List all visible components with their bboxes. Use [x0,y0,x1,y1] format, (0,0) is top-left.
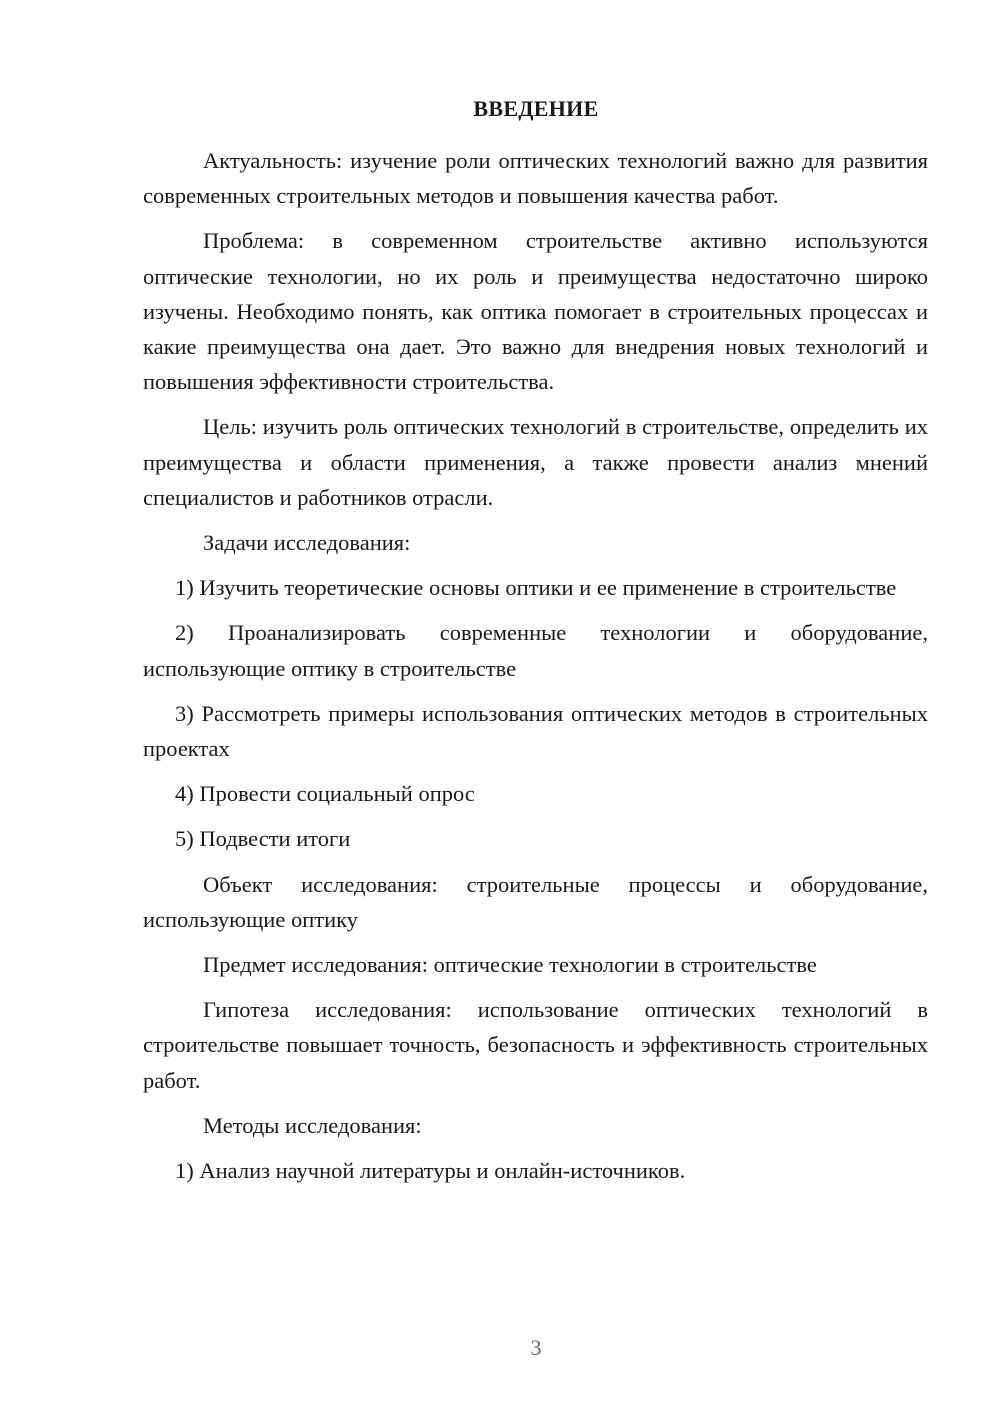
methods-title: Методы исследования: [203,1112,422,1138]
task-item: 3) Рассмотреть примеры использования оптических методов в строительных проектах [143,700,928,762]
goal-paragraph: Цель: изучить роль оптических технологий в строительстве, определить их преимущества и области применения, а также провести анализ мнений специалистов и работников отрасли. [143,414,928,510]
hypothesis-paragraph: Гипотеза исследования: использование оптических технологий в строительстве повышает точность, безопасность и эффективность строительных работ. [143,997,928,1093]
task-item: 4) Провести социальный опрос [175,781,475,807]
object-paragraph: Объект исследования: строительные процессы и оборудование, использующие оптику [143,871,928,932]
subject-paragraph: Предмет исследования: оптические технологии в строительстве [203,952,817,978]
relevance-paragraph: Актуальность: изучение роли оптических технологий важно для развития современных строительных методов и повышения качества работ. [143,148,928,209]
task-item: 5) Подвести итоги [175,826,351,852]
page-number: 3 [530,1335,542,1360]
task-item: 2) Проанализировать современные технологии и оборудование, использующие оптику в строительстве [143,620,928,681]
section-heading: ВВЕДЕНИЕ [473,96,599,121]
problem-paragraph: Проблема: в современном строительстве активно используются оптические технологии, но их роль и преимущества недостаточно широко изучены. Необходимо понять, как оптика помогает в строительных процессах и какие преимущества она дает. Это важно для внедрения новых технологий и повышения эффективности строительства. [143,228,928,395]
tasks-title: Задачи исследования: [203,530,411,556]
method-item: 1) Анализ научной литературы и онлайн-источников. [175,1158,686,1184]
document-body [143,143,928,1188]
task-item: 1) Изучить теоретические основы оптики и ее применение в строительстве [175,575,897,601]
